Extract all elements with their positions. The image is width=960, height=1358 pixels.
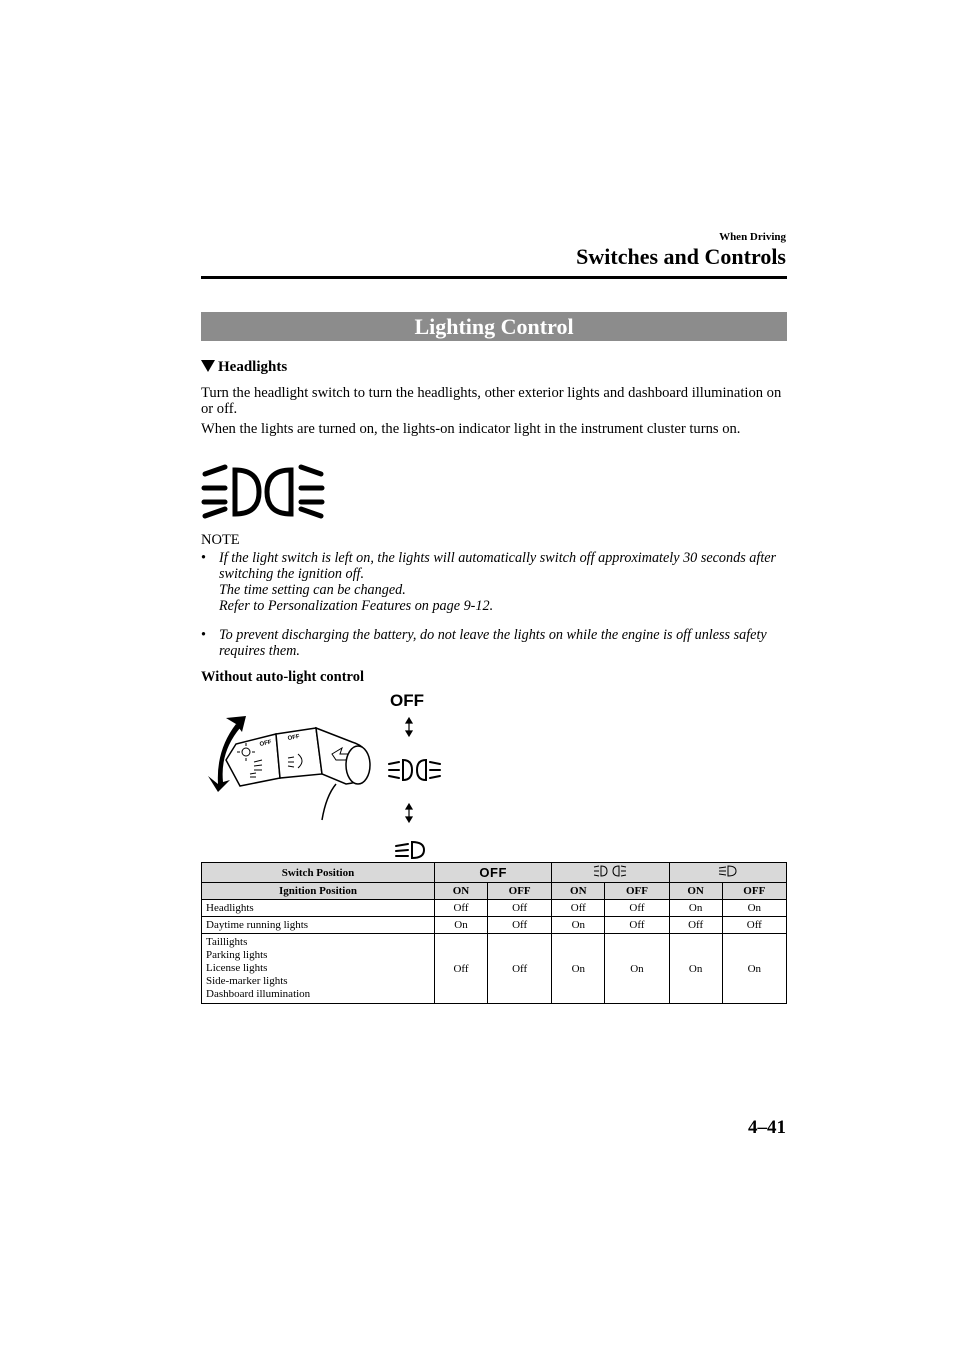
- parking-light-icon: [389, 760, 440, 780]
- table-cell: Off: [552, 900, 605, 917]
- ignition-cell: ON: [552, 883, 605, 900]
- table-row: [202, 917, 787, 934]
- table-row: [202, 934, 787, 1004]
- header-rule: [201, 276, 787, 279]
- table-cell: Off: [669, 917, 722, 934]
- off-symbol: OFF: [479, 865, 507, 880]
- row-label: Headlights: [202, 900, 435, 917]
- table-cell: On: [669, 934, 722, 1004]
- table-cell: On: [552, 917, 605, 934]
- bullet: •: [201, 627, 206, 643]
- switch-position-row: [202, 863, 787, 883]
- table-cell: On: [669, 900, 722, 917]
- ignition-cell: OFF: [605, 883, 669, 900]
- note-item-text: If the light switch is left on, the lights will automatically switch off approximately 30 seconds after switching the ignition off. The time setting can be changed. Refer to Personalization Features on page 9-12.: [219, 550, 777, 614]
- table-cell: Off: [435, 900, 488, 917]
- ignition-cell: ON: [435, 883, 488, 900]
- headlight-icon: [718, 865, 738, 877]
- chapter-title: When Driving: [719, 231, 786, 243]
- triangle-marker-icon: [201, 360, 215, 372]
- note-item-text: To prevent discharging the battery, do not leave the lights on while the engine is off unless safety requires them.: [219, 627, 767, 659]
- table-cell: Off: [722, 917, 786, 934]
- off-position-label: OFF: [390, 691, 424, 710]
- switch-position-label: Switch Position: [202, 863, 435, 883]
- lights-on-indicator-icon: [201, 462, 325, 522]
- parking-light-icon: [593, 865, 627, 877]
- light-switch-table: [201, 862, 787, 1004]
- table-cell: Off: [435, 934, 488, 1004]
- table-cell: Off: [487, 934, 551, 1004]
- table-cell: On: [552, 934, 605, 1004]
- subheading-text: Headlights: [218, 359, 288, 375]
- table-cell: On: [605, 934, 669, 1004]
- table-cell: On: [722, 934, 786, 1004]
- table-cell: On: [722, 900, 786, 917]
- switch-parking-cell: [552, 863, 669, 883]
- switch-off-cell: [435, 863, 552, 883]
- ignition-cell: ON: [669, 883, 722, 900]
- stalk-off-label: OFF: [259, 739, 273, 748]
- table-cell: Off: [487, 900, 551, 917]
- bullet: •: [201, 550, 206, 566]
- ignition-position-row: [202, 883, 787, 900]
- paragraph-2: When the lights are turned on, the lights-on indicator light in the instrument cluster turns on.: [201, 421, 741, 437]
- table-row: [202, 900, 787, 917]
- row-label: Taillights Parking lights License lights Side-marker lights Dashboard illumination: [202, 934, 435, 1004]
- table-cell: On: [435, 917, 488, 934]
- stalk-off-label-2: OFF: [287, 733, 301, 742]
- table-cell: Off: [605, 917, 669, 934]
- note-label: NOTE: [201, 532, 240, 548]
- lighting-control-banner: Lighting Control: [201, 312, 787, 341]
- ignition-cell: OFF: [487, 883, 551, 900]
- headlights-subheading: [201, 359, 287, 376]
- headlight-icon: [396, 842, 424, 858]
- ignition-cell: OFF: [722, 883, 786, 900]
- section-title: Switches and Controls: [576, 244, 786, 269]
- paragraph-1: Turn the headlight switch to turn the headlights, other exterior lights and dashboard illumination on or off.: [201, 385, 782, 417]
- note-item-1: [201, 550, 781, 614]
- page-number: 4–41: [748, 1117, 786, 1138]
- headlight-switch-figure: [196, 688, 456, 860]
- table-cell: Off: [605, 900, 669, 917]
- switch-headlight-cell: [669, 863, 786, 883]
- without-auto-light-label: Without auto-light control: [201, 669, 365, 685]
- ignition-position-label: Ignition Position: [202, 883, 435, 900]
- table-cell: Off: [487, 917, 551, 934]
- note-item-2: [201, 627, 781, 659]
- row-label: Daytime running lights: [202, 917, 435, 934]
